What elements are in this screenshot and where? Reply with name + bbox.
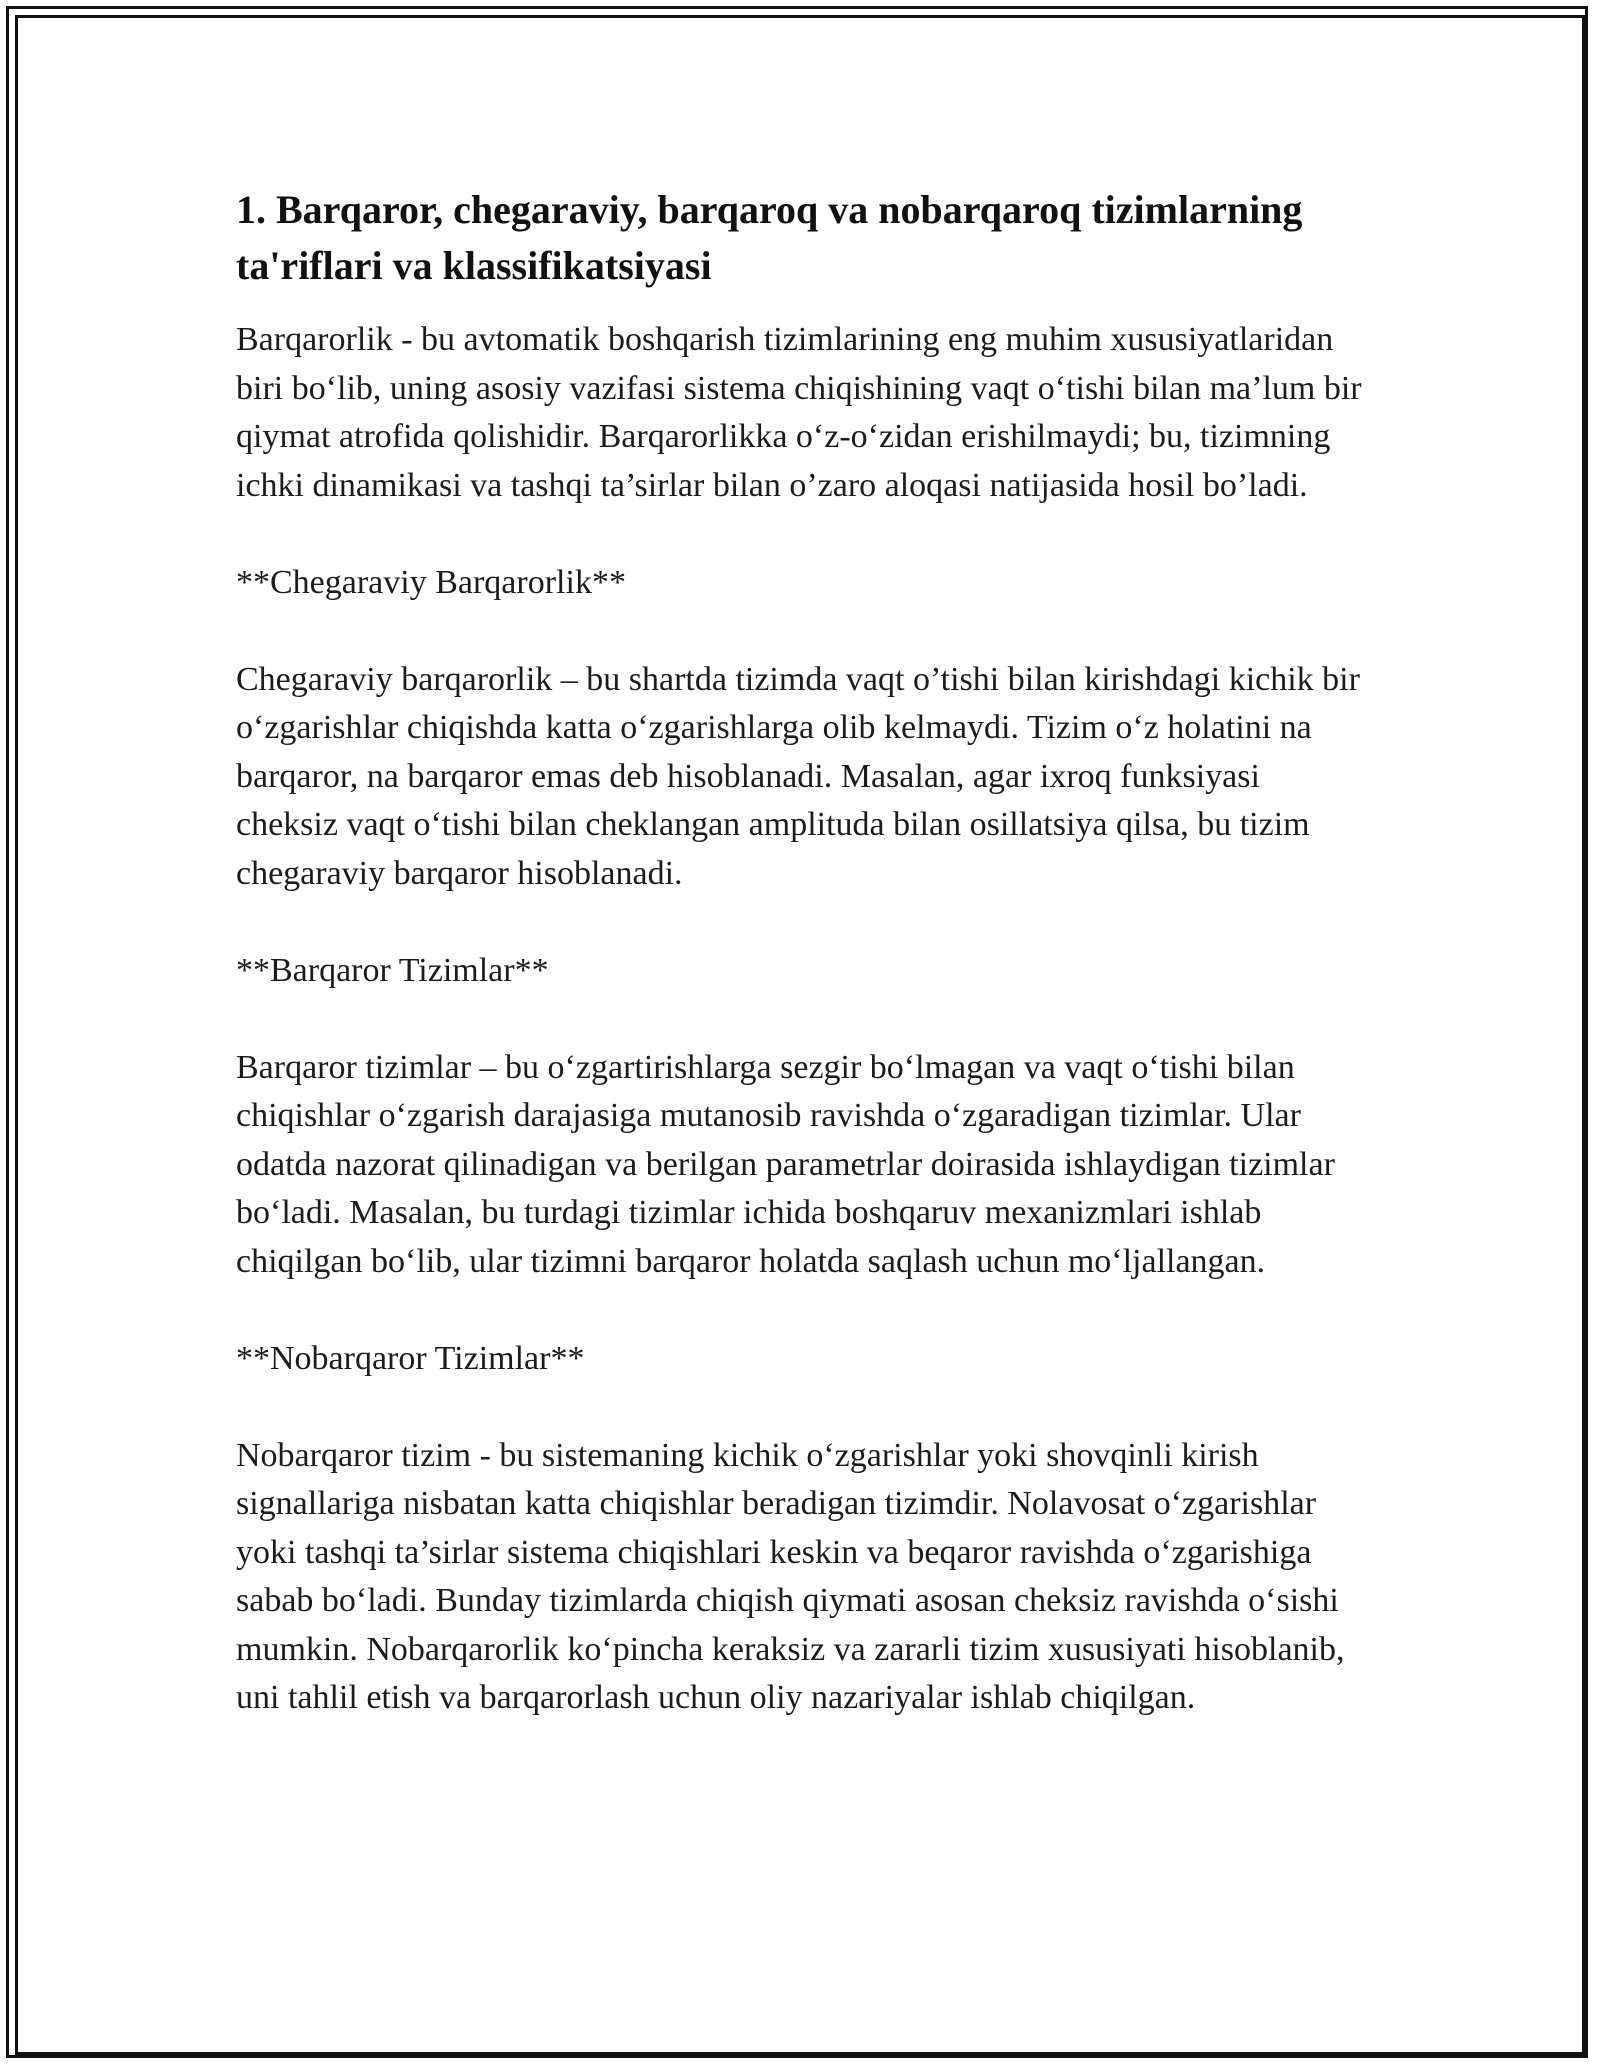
paragraph-spacer <box>236 898 1366 947</box>
paragraph-intro: Barqarorlik - bu avtomatik boshqarish tizimlarining eng muhim xususiyatlaridan biri bo‘lib, uning asosiy vazifasi sistema chiqishining vaqt o‘tishi bilan ma’lum bir qiymat atrofida qolishidir. Barqarorlikka o‘z-o‘zidan erishilmaydi; bu, tizimning ichki dinamikasi va tashqi ta’sirlar bilan o’zaro aloqasi natijasida hosil bo’ladi. <box>236 321 1362 504</box>
paragraph-spacer <box>236 1383 1366 1432</box>
paragraph-chegaraviy: Chegaraviy barqarorlik – bu shartda tizimda vaqt o’tishi bilan kirishdagi kichik bir o‘zgarishlar chiqishda katta o‘zgarishlarga olib kelmaydi. Tizim o‘z holatini na barqaror, na barqaror emas deb hisoblanadi. Masalan, agar ixroq funksiyasi cheksiz vaqt o‘tishi bilan cheklangan amplituda bilan osillatsiya qilsa, bu tizim chegaraviy barqaror hisoblanadi. <box>236 660 1360 892</box>
paragraph-spacer <box>236 1286 1366 1335</box>
section-heading-chegaraviy: **Chegaraviy Barqarorlik** <box>236 563 626 601</box>
paragraph-nobarqaror: Nobarqaror tizim - bu sistemaning kichik o‘zgarishlar yoki shovqinli kirish signallariga nisbatan katta chiqishlar beradigan tizimdir. Nolavosat o‘zgarishlar yoki tashqi ta’sirlar sistema chiqishlari keskin va beqaror ravishda o‘zgarishiga sabab bo‘ladi. Bunday tizimlarda chiqish qiymati asosan cheksiz ravishda o‘sishi mumkin. Nobarqarorlik ko‘pincha keraksiz va zararli tizim xususiyati hisoblanib, uni tahlil etish va barqarorlash uchun oliy nazariyalar ishlab chiqilgan. <box>236 1436 1345 1716</box>
paragraph-spacer <box>236 995 1366 1044</box>
section-heading-nobarqaror: **Nobarqaror Tizimlar** <box>236 1339 585 1377</box>
paragraph-spacer <box>236 510 1366 559</box>
paragraph-barqaror: Barqaror tizimlar – bu o‘zgartirishlarga sezgir bo‘lmagan va vaqt o‘tishi bilan chiqishlar o‘zgarish darajasiga mutanosib ravishda o‘zgaradigan tizimlar. Ular odatda nazorat qilinadigan va berilgan parametrlar doirasida ishlaydigan tizimlar bo‘ladi. Masalan, bu turdagi tizimlar ichida boshqaruv mexanizmlari ishlab chiqilgan bo‘lib, ular tizimni barqaror holatda saqlash uchun mo‘ljallangan. <box>236 1048 1335 1280</box>
section-heading-barqaror: **Barqaror Tizimlar** <box>236 951 549 989</box>
document-body <box>236 182 1366 1723</box>
document-title: 1. Barqaror, chegaraviy, barqaroq va nobarqaroq tizimlarning ta'riflari va klassifikatsiyasi <box>236 187 1303 288</box>
paragraph-spacer <box>236 607 1366 656</box>
